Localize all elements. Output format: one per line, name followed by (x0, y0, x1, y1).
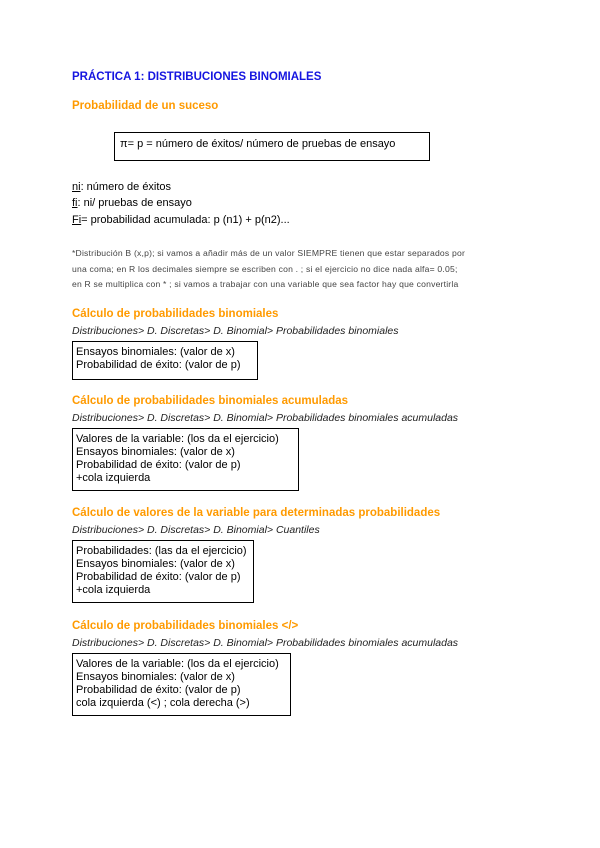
formula-text: π= p = número de éxitos/ número de pruebas de ensayo (120, 138, 396, 150)
box-line: Valores de la variable: (los da el ejercicio) (76, 658, 279, 670)
box-line: +cola izquierda (76, 584, 151, 596)
term: fi (72, 197, 78, 209)
box-line: cola izquierda (<) ; cola derecha (>) (76, 697, 250, 709)
box-line: Ensayos binomiales: (valor de x) (76, 558, 235, 570)
section-heading: Cálculo de probabilidades binomiales </> (72, 620, 299, 632)
note-line: en R se multiplica con * ; si vamos a trabajar con una variable que sea factor hay que convertirla (72, 279, 459, 290)
page-title: PRÁCTICA 1: DISTRIBUCIONES BINOMIALES (72, 71, 322, 83)
box-line: Probabilidad de éxito: (valor de p) (76, 459, 241, 471)
definition-text: : ni/ pruebas de ensayo (77, 197, 192, 209)
section-heading: Cálculo de probabilidades binomiales (72, 308, 279, 320)
box-line: Probabilidad de éxito: (valor de p) (76, 684, 241, 696)
section-heading: Cálculo de probabilidades binomiales acumuladas (72, 395, 349, 407)
term: Fi (72, 214, 82, 226)
box-line: Ensayos binomiales: (valor de x) (76, 671, 235, 683)
box-line: +cola izquierda (76, 472, 151, 484)
note (72, 246, 465, 293)
definition-Fi (72, 214, 290, 226)
box-line: Valores de la variable: (los da el ejercicio) (76, 433, 279, 445)
menu-path: Distribuciones> D. Discretas> D. Binomial> Probabilidades binomiales acumuladas (72, 412, 459, 424)
instruction-box (72, 540, 254, 603)
box-line: Probabilidades: (las da el ejercicio) (76, 545, 247, 557)
box-line: Probabilidad de éxito: (valor de p) (76, 571, 241, 583)
note-line: una coma; en R los decimales siempre se escriben con . ; si el ejercicio no dice nada alfa= 0.05; (72, 263, 458, 274)
definition-text: = probabilidad acumulada: p (n1) + p(n2)... (81, 214, 290, 226)
formula-box (114, 132, 430, 161)
definition-text: : número de éxitos (80, 181, 172, 193)
instruction-box (72, 341, 258, 380)
definition-ni (72, 181, 171, 193)
note-line: *Distribución B (x,p); si vamos a añadir más de un valor SIEMPRE tienen que estar separados por (72, 248, 466, 258)
box-line: Probabilidad de éxito: (valor de p) (76, 359, 241, 371)
box-line: Ensayos binomiales: (valor de x) (76, 346, 235, 358)
instruction-box (72, 653, 291, 716)
menu-path: Distribuciones> D. Discretas> D. Binomial> Cuantiles (72, 524, 320, 536)
definition-fi (72, 197, 192, 209)
section-heading: Probabilidad de un suceso (72, 100, 219, 112)
box-line: Ensayos binomiales: (valor de x) (76, 446, 235, 458)
term: ni (72, 181, 81, 193)
instruction-box (72, 428, 299, 491)
menu-path: Distribuciones> D. Discretas> D. Binomial> Probabilidades binomiales acumuladas (72, 637, 459, 649)
menu-path: Distribuciones> D. Discretas> D. Binomial> Probabilidades binomiales (72, 325, 399, 337)
section-heading: Cálculo de valores de la variable para determinadas probabilidades (72, 507, 441, 519)
